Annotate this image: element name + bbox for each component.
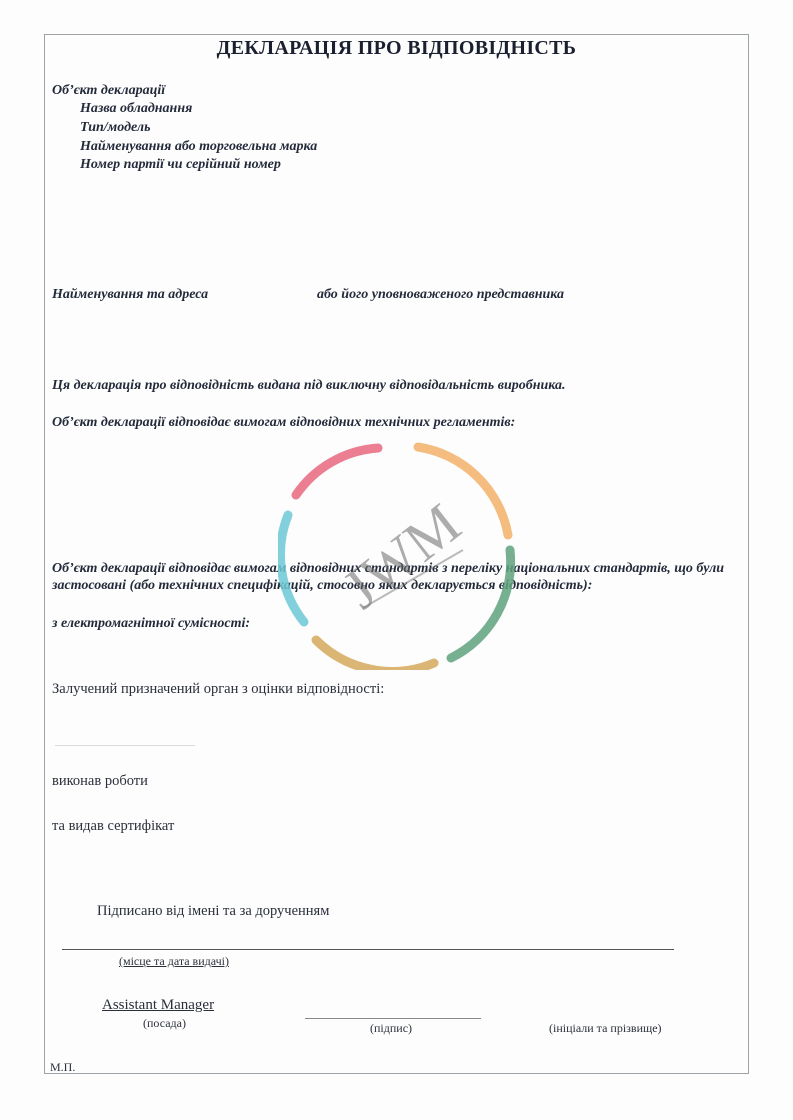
place-date-label: (місце та дата видачі) — [119, 954, 229, 968]
type-model-label: Тип/модель — [80, 120, 151, 135]
watermark-letters: JWM — [330, 490, 473, 622]
standards-statement: Об’єкт декларації відповідає вимогам відповідних стандартів з переліку національних стандартів, що були застосовані (або технічних специфікацій, стосовно яких декларується відповідність): — [52, 561, 725, 593]
watermark-arc-cyan — [280, 515, 304, 622]
watermark-arc-gold — [316, 640, 434, 670]
watermark-arc-red — [296, 448, 378, 495]
brand-label: Найменування або торговельна марка — [80, 139, 318, 154]
batch-serial-label: Номер партії чи серійний номер — [80, 157, 281, 172]
place-date-line — [62, 949, 674, 950]
emc-label: з електромагнітної сумісності: — [52, 616, 251, 631]
watermark-arc-green — [451, 550, 511, 658]
manufacturer-name-address-label: Найменування та адреса — [52, 287, 209, 302]
notified-body-label: Залучений призначений орган з оцінки відповідності: — [52, 681, 385, 697]
initials-label: (ініціали та прізвище) — [549, 1021, 662, 1035]
stamp-label: М.П. — [50, 1060, 76, 1074]
position-label: (посада) — [143, 1016, 186, 1030]
equipment-name-label: Назва обладнання — [80, 101, 193, 116]
issued-certificate-label: та видав сертифікат — [52, 818, 175, 834]
position-value: Assistant Manager — [102, 997, 215, 1013]
responsibility-statement: Ця декларація про відповідність видана під виключну відповідальність виробника. — [52, 378, 566, 393]
signed-on-behalf-label: Підписано від імені та за дорученням — [97, 903, 330, 919]
signature-line — [305, 1018, 481, 1019]
signature-label: (підпис) — [370, 1021, 413, 1035]
notified-body-line — [55, 745, 195, 746]
document-title: ДЕКЛАРАЦІЯ ПРО ВІДПОВІДНІСТЬ — [216, 37, 577, 59]
watermark-logo — [278, 440, 528, 670]
regulations-statement: Об’єкт декларації відповідає вимогам відповідних технічних регламентів: — [52, 415, 516, 430]
performed-work-label: виконав роботи — [52, 773, 148, 789]
object-heading: Об’єкт декларації — [52, 83, 166, 98]
representative-label: або його уповноваженого представника — [317, 287, 565, 302]
